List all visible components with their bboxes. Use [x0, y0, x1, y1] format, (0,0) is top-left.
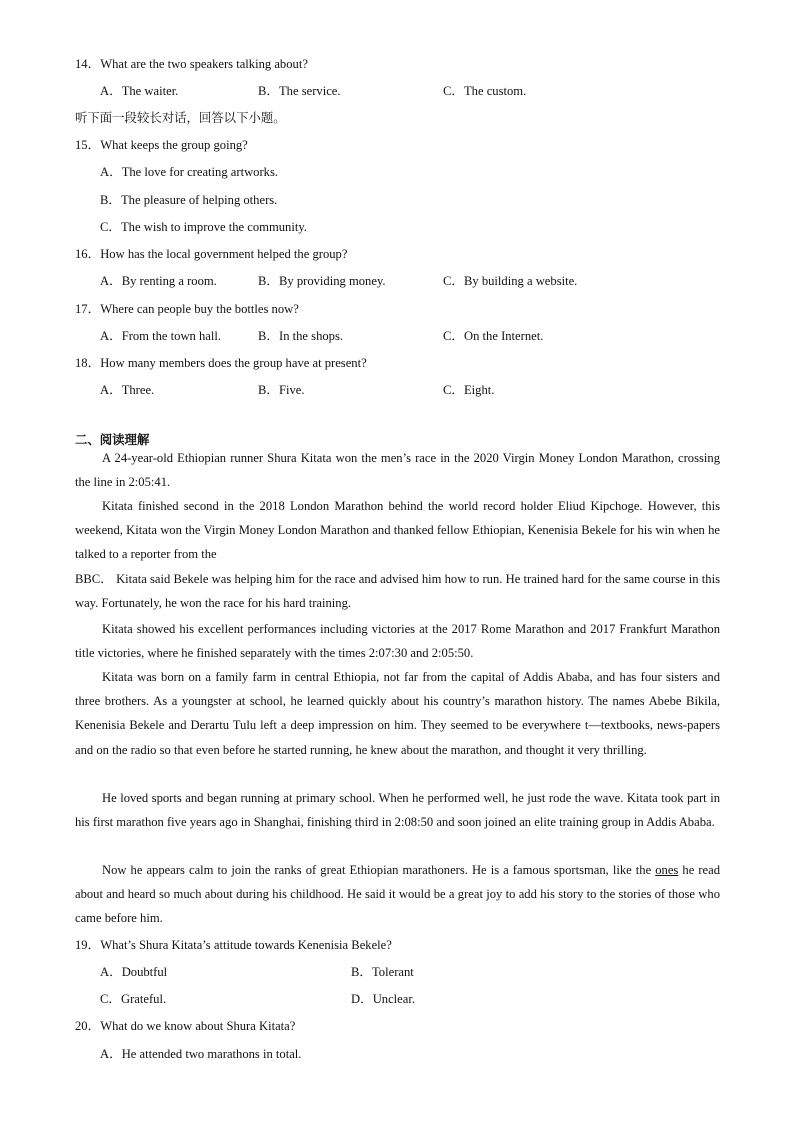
- question-17-option-b: B．In the shops.: [258, 329, 344, 343]
- question-19-option-a: A．Doubtful: [100, 965, 168, 979]
- passage-paragraph-2: Kitata finished second in the 2018 London Marathon behind the world record holder Eliud Kipchoge. However, this weekend, Kitata won the Virgin Money London Marathon and thanked fellow Ethiopian, Kenenisia Bekele for his win when he talked to a reporter from the: [75, 499, 720, 562]
- question-19-stem: 19．What’s Shura Kitata’s attitude towards Kenenisia Bekele?: [75, 938, 392, 952]
- question-20-option-a: A．He attended two marathons in total.: [100, 1047, 302, 1061]
- question-18-option-a: A．Three.: [100, 383, 155, 397]
- question-18-option-c: C．Eight.: [443, 383, 495, 397]
- passage-paragraph-3: Kitata showed his excellent performances including victories at the 2017 Rome Marathon and 2017 Frankfurt Marathon title victories, where he finished separately with the times 2:07:30 and 2:05:50.: [75, 622, 720, 661]
- question-17-option-c: C．On the Internet.: [443, 329, 544, 343]
- passage-paragraph-6: Now he appears calm to join the ranks of great Ethiopian marathoners. He is a famous sportsman, like the ones he read about and heard so much about during his childhood. He said it would be a great joy to add his story to the stories of those who came before him.: [75, 863, 720, 926]
- passage-paragraph-2-continued: BBC． Kitata said Bekele was helping him for the race and advised him how to run. He trained hard for the same course in this way. Fortunately, he won the race for his hard training.: [75, 572, 720, 611]
- question-15-option-b: B．The pleasure of helping others.: [100, 193, 278, 207]
- question-19-option-b: B．Tolerant: [351, 965, 414, 979]
- question-14-option-b: B．The service.: [258, 84, 341, 98]
- question-17-stem: 17．Where can people buy the bottles now?: [75, 302, 299, 316]
- question-20-stem: 20．What do we know about Shura Kitata?: [75, 1019, 296, 1033]
- question-18-option-b: B．Five.: [258, 383, 305, 397]
- question-19-option-d: D．Unclear.: [351, 992, 415, 1006]
- listening-instruction: 听下面一段较长对话，回答以下小题。: [75, 110, 286, 125]
- question-15-option-a: A．The love for creating artworks.: [100, 165, 278, 179]
- question-18-stem: 18．How many members does the group have at present?: [75, 356, 367, 370]
- question-19-option-c: C．Grateful.: [100, 992, 167, 1006]
- question-14-stem: 14．What are the two speakers talking about?: [75, 57, 308, 71]
- question-14-option-a: A．The waiter.: [100, 84, 179, 98]
- passage-paragraph-1: A 24-year-old Ethiopian runner Shura Kitata won the men’s race in the 2020 Virgin Money London Marathon, crossing the line in 2:05:41.: [75, 451, 720, 490]
- passage-paragraph-4: Kitata was born on a family farm in central Ethiopia, not far from the capital of Addis Ababa, and has four sisters and three brothers. As a youngster at school, he learned quickly about his country’s marathon history. The names Abebe Bikila, Kenenisia Bekele and Derartu Tulu left a deep impression on him. They seemed to be everywhere t—textbooks, news-papers and on the radio so that even before he started running, he knew about the marathon, and thought it very thrilling.: [75, 670, 720, 757]
- question-16-option-a: A．By renting a room.: [100, 274, 217, 288]
- question-17-option-a: A．From the town hall.: [100, 329, 222, 343]
- question-16-option-c: C．By building a website.: [443, 274, 578, 288]
- question-14-option-c: C．The custom.: [443, 84, 527, 98]
- question-16-option-b: B．By providing money.: [258, 274, 386, 288]
- question-16-stem: 16．How has the local government helped the group?: [75, 247, 348, 261]
- question-15-option-c: C．The wish to improve the community.: [100, 220, 307, 234]
- section-title-reading: 二、阅读理解: [75, 432, 150, 447]
- passage-paragraph-5: He loved sports and began running at primary school. When he performed well, he just rode the wave. Kitata took part in his first marathon five years ago in Shanghai, finishing third in 2:08:50 and soon joined an elite training group in Addis Ababa.: [75, 791, 720, 830]
- underlined-word: ones: [655, 863, 679, 877]
- question-15-stem: 15．What keeps the group going?: [75, 138, 248, 152]
